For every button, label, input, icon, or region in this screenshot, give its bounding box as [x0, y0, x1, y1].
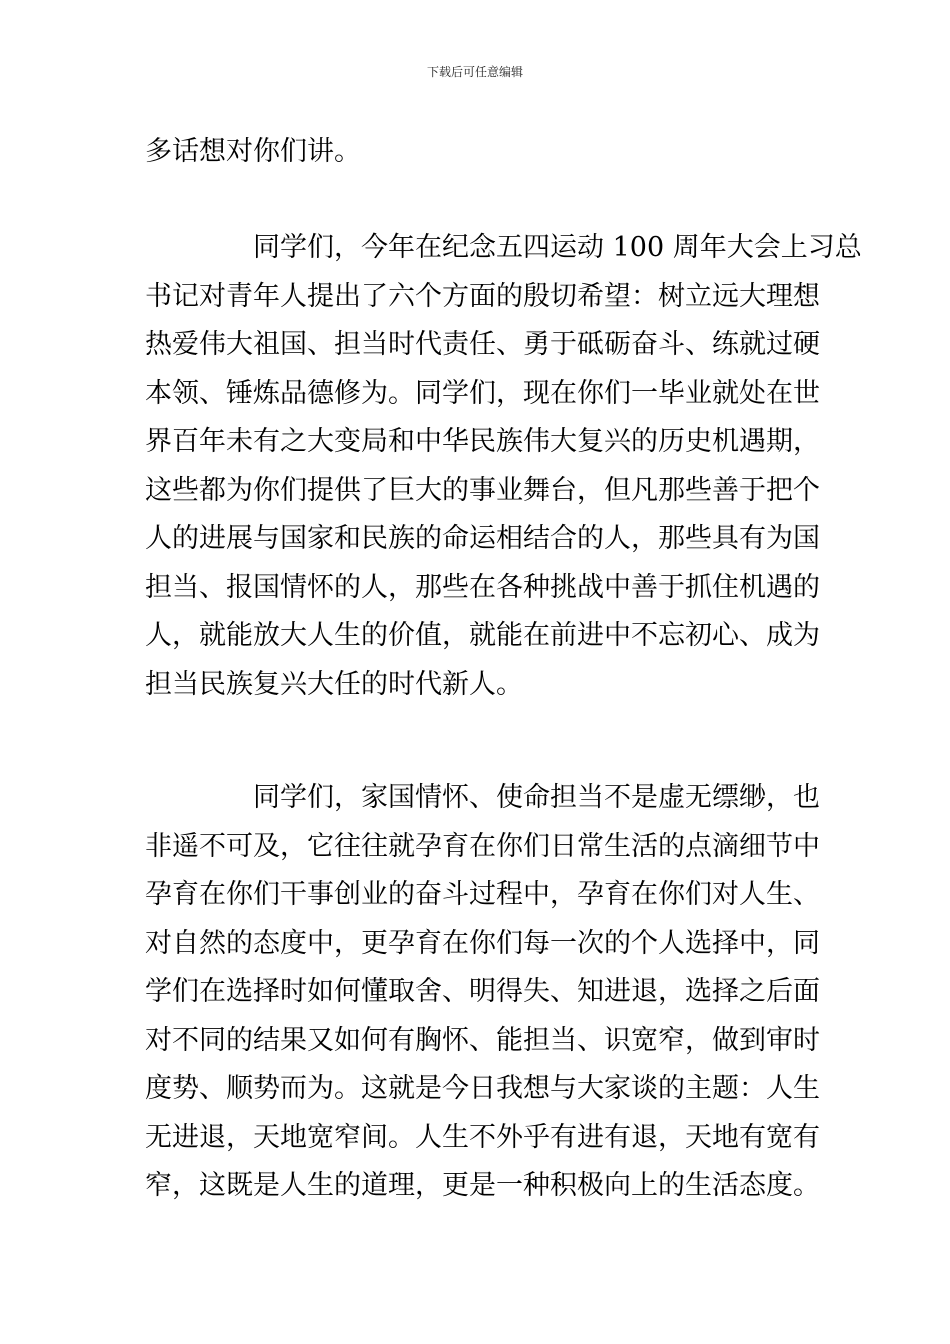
- paragraph-line: 热爱伟大祖国、担当时代责任、勇于砥砺奋斗、练就过硬: [145, 329, 820, 360]
- paragraph-line: 同学们，家国情怀、使命担当不是虚无缥缈，也: [253, 782, 820, 813]
- paragraph-line: 多话想对你们讲。: [145, 136, 361, 167]
- paragraph-line: 孕育在你们干事创业的奋斗过程中，孕育在你们对人生、: [145, 879, 820, 910]
- paragraph-line: 这些都为你们提供了巨大的事业舞台，但凡那些善于把个: [145, 474, 820, 506]
- paragraph-line: 界百年未有之大变局和中华民族伟大复兴的历史机遇期，: [145, 426, 820, 457]
- paragraph-line: 窄，这既是人生的道理，更是一种积极向上的生活态度。: [145, 1170, 820, 1201]
- paragraph-line: 担当、报国情怀的人，那些在各种挑战中善于抓住机遇的: [145, 571, 820, 603]
- paragraph-line: 同学们，今年在纪念五四运动 100 周年大会上习总: [253, 232, 862, 263]
- paragraph-line: 非遥不可及，它往往就孕育在你们日常生活的点滴细节中: [145, 830, 820, 862]
- paragraph-line: 度势、顺势而为。这就是今日我想与大家谈的主题：人生: [145, 1073, 820, 1104]
- paragraph-line: 人，就能放大人生的价值，就能在前进中不忘初心、成为: [145, 620, 820, 651]
- paragraph-line: 担当民族复兴大任的时代新人。: [145, 668, 523, 700]
- paragraph-line: 书记对青年人提出了六个方面的殷切希望：树立远大理想: [145, 280, 820, 312]
- paragraph-line: 学们在选择时如何懂取舍、明得失、知进退，选择之后面: [145, 976, 820, 1007]
- paragraph-3: [145, 774, 820, 1211]
- paragraph-line: 本领、锤炼品德修为。同学们，现在你们一毕业就处在世: [145, 377, 820, 409]
- page-header: 下载后可任意编辑: [426, 65, 523, 79]
- paragraph-line: 对自然的态度中，更孕育在你们每一次的个人选择中，同: [145, 927, 820, 959]
- paragraph-line: 人的进展与国家和民族的命运相结合的人，那些具有为国: [145, 523, 820, 554]
- paragraph-1: [145, 128, 807, 177]
- paragraph-line: 无进退，天地宽窄间。人生不外乎有进有退，天地有宽有: [145, 1121, 820, 1153]
- paragraph-2: [145, 224, 862, 709]
- paragraph-line: 对不同的结果又如何有胸怀、能担当、识宽窄，做到审时: [145, 1024, 820, 1056]
